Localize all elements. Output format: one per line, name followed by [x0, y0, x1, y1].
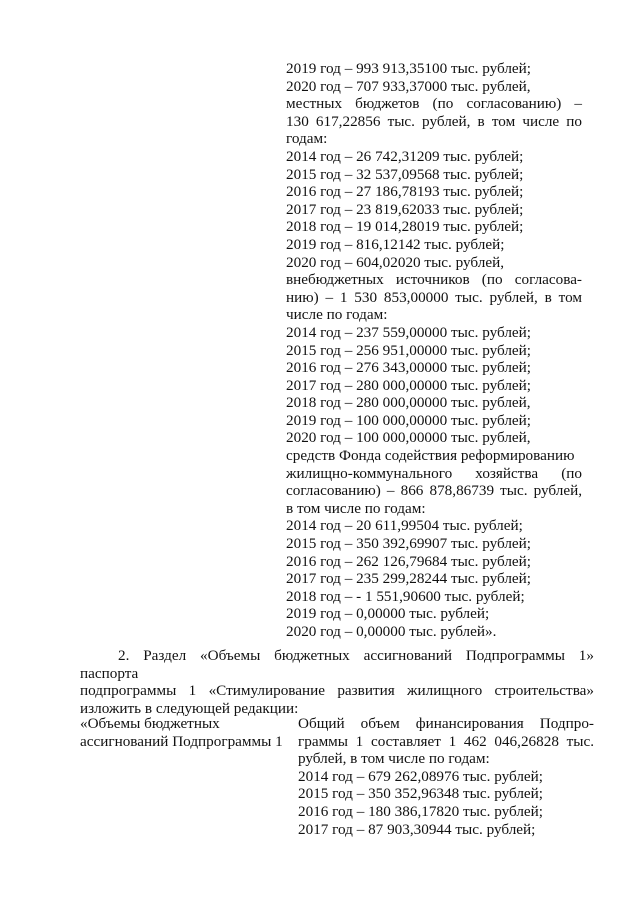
funding-line: 2018 год – 280 000,00000 тыс. рублей, — [286, 394, 531, 412]
extrabudgetary-heading: нию) – 1 530 853,00000 тыс. рублей, в том — [286, 288, 582, 306]
table-label: ассигнований Подпрограммы 1 — [80, 732, 283, 750]
funding-line: 2018 год – 19 014,28019 тыс. рублей; — [286, 218, 524, 236]
funding-line: 2019 год – 816,12142 тыс. рублей; — [286, 235, 505, 253]
paragraph-line: изложить в следующей редакции: — [80, 699, 299, 717]
fund-heading: средств Фонда содействия реформированию — [286, 447, 575, 465]
funding-line: 2020 год – 604,02020 тыс. рублей, — [286, 253, 504, 271]
funding-line: 2020 год – 100 000,00000 тыс. рублей, — [286, 429, 531, 447]
fund-heading: в том числе по годам: — [286, 499, 426, 517]
funding-line: 2019 год – 100 000,00000 тыс. рублей; — [286, 411, 531, 429]
funding-line: 2020 год – 707 933,37000 тыс. рублей, — [286, 77, 531, 95]
funding-line: 2016 год – 180 386,17820 тыс. рублей; — [298, 802, 543, 820]
funding-line: 2018 год – - 1 551,90600 тыс. рублей; — [286, 587, 525, 605]
paragraph-line: подпрограммы 1 «Стимулирование развития жилищного строительства» — [80, 682, 594, 700]
local-budgets-heading: годам: — [286, 130, 328, 148]
funding-line: 2019 год – 993 913,35100 тыс. рублей; — [286, 60, 531, 77]
funding-line: 2014 год – 20 611,99504 тыс. рублей; — [286, 517, 523, 535]
funding-line: 2015 год – 350 392,69907 тыс. рублей; — [286, 535, 531, 553]
funding-line: 2016 год – 27 186,78193 тыс. рублей; — [286, 183, 524, 201]
local-budgets-heading: местных бюджетов (по согласованию) – — [286, 95, 582, 113]
fund-heading: жилищно-коммунального хозяйства (по — [286, 464, 582, 482]
table-right-cell — [298, 715, 594, 838]
table-text: Общий объем финансирования Подпро- — [298, 715, 594, 732]
paragraph-line: 2. Раздел «Объемы бюджетных ассигнований Подпрограммы 1» паспорта — [80, 647, 594, 682]
funding-line: 2015 год – 256 951,00000 тыс. рублей; — [286, 341, 531, 359]
local-budgets-heading: 130 617,22856 тыс. рублей, в том числе по — [286, 112, 582, 130]
funding-line: 2017 год – 280 000,00000 тыс. рублей; — [286, 376, 531, 394]
section-2-paragraph — [80, 647, 594, 717]
fund-heading: согласованию) – 866 878,86739 тыс. рублей, — [286, 482, 582, 500]
funding-line: 2016 год – 262 126,79684 тыс. рублей; — [286, 552, 531, 570]
funding-line: 2017 год – 235 299,28244 тыс. рублей; — [286, 570, 531, 588]
table-label: «Объемы бюджетных — [80, 715, 220, 732]
funding-sources-column — [286, 60, 582, 641]
table-left-cell — [80, 715, 285, 750]
funding-line: 2014 год – 679 262,08976 тыс. рублей; — [298, 767, 543, 785]
funding-line: 2020 год – 0,00000 тыс. рублей». — [286, 623, 497, 640]
funding-line: 2017 год – 87 903,30944 тыс. рублей; — [298, 820, 536, 838]
funding-line: 2015 год – 350 352,96348 тыс. рублей; — [298, 785, 543, 803]
funding-line: 2019 год – 0,00000 тыс. рублей; — [286, 605, 490, 623]
funding-line: 2017 год – 23 819,62033 тыс. рублей; — [286, 200, 524, 218]
funding-line: 2014 год – 237 559,00000 тыс. рублей; — [286, 323, 531, 341]
table-text: граммы 1 составляет 1 462 046,26828 тыс. — [298, 732, 594, 750]
funding-line: 2016 год – 276 343,00000 тыс. рублей; — [286, 359, 531, 377]
funding-line: 2014 год – 26 742,31209 тыс. рублей; — [286, 147, 524, 165]
table-text: рублей, в том числе по годам: — [298, 750, 490, 768]
extrabudgetary-heading: числе по годам: — [286, 306, 388, 324]
funding-line: 2015 год – 32 537,09568 тыс. рублей; — [286, 165, 524, 183]
extrabudgetary-heading: внебюджетных источников (по согласова- — [286, 271, 582, 289]
